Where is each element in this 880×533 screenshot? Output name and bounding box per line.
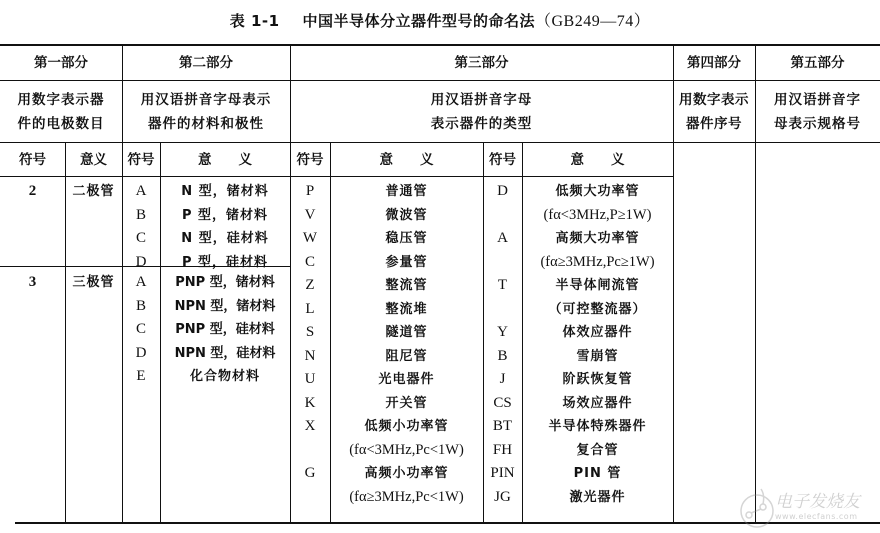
table-cell: 低频大功率管 xyxy=(555,184,640,199)
table-cell: B xyxy=(135,297,146,314)
part2-description xyxy=(122,81,290,142)
table-cell: （可控整流器） xyxy=(548,301,647,317)
table-cell: N 型，锗材料 xyxy=(181,184,269,199)
part3-right-meanings xyxy=(522,180,673,509)
table-cell: BT xyxy=(492,418,513,434)
table-cell: 阻尼管 xyxy=(385,348,428,364)
part1-symbol-triode xyxy=(0,271,65,295)
table-cell: 激光器件 xyxy=(569,489,626,505)
table-standard: （GB249—74） xyxy=(535,13,651,30)
table-cell: 化合物材料 xyxy=(189,369,260,384)
table-cell: J xyxy=(499,371,506,387)
table-cell: 稳压管 xyxy=(385,231,428,246)
table-cell: A xyxy=(497,230,508,246)
table-cell: 开关管 xyxy=(385,395,428,411)
part2-triode-meanings xyxy=(160,271,290,389)
table-cell: PIN xyxy=(490,465,515,481)
watermark-logo-icon xyxy=(735,485,775,529)
table-cell: 高频大功率管 xyxy=(555,231,640,246)
table-cell: NPN 型，锗材料 xyxy=(174,298,276,314)
part4-header: 第四部分 xyxy=(687,54,741,71)
table-cell: T xyxy=(497,277,508,293)
watermark-text: 电子发烧友 xyxy=(775,492,860,512)
part1-desc-line2: 件的电极数目 xyxy=(17,115,105,132)
table-cell: 隧道管 xyxy=(385,325,428,340)
table-cell: B xyxy=(497,347,508,364)
table-label: 表 1-1 xyxy=(229,12,280,30)
table-cell: S xyxy=(305,324,315,340)
table-cell: 高频小功率管 xyxy=(364,466,449,481)
part3-right-symbols xyxy=(483,180,522,509)
part3-description xyxy=(290,81,673,142)
table-cell: G xyxy=(304,465,316,481)
part3-desc-line1: 用汉语拼音字母 xyxy=(430,91,533,108)
part2-diode-symbols xyxy=(122,180,160,274)
part1-symbol: 3 xyxy=(28,274,37,290)
table-cell: 低频小功率管 xyxy=(364,419,449,434)
table-cell: 半导体特殊器件 xyxy=(548,419,647,434)
part2-diode-meanings xyxy=(160,180,290,274)
table-cell: V xyxy=(304,206,316,223)
table-cell: JG xyxy=(494,488,511,505)
part1-meaning-triode xyxy=(65,271,122,295)
table-cell: Y xyxy=(497,324,508,340)
table-cell: U xyxy=(304,371,316,387)
part5-desc-line1: 用汉语拼音字 xyxy=(774,91,861,108)
table-cell: X xyxy=(304,418,316,434)
table-cell: K xyxy=(304,394,316,411)
table-cell: D xyxy=(135,253,147,270)
part1-header: 第一部分 xyxy=(34,54,88,71)
part3-right-meaning-header: 意 义 xyxy=(570,151,625,168)
table-cell: 半导体闸流管 xyxy=(555,278,640,293)
table-cell: FH xyxy=(492,441,513,458)
table-cell: P 型，锗材料 xyxy=(181,207,269,223)
part1-meaning-diode xyxy=(65,180,122,204)
table-cell: PNP 型，锗材料 xyxy=(175,275,275,290)
part4-description xyxy=(673,81,755,142)
table-cell: 微波管 xyxy=(385,207,428,223)
table-cell: PIN 管 xyxy=(573,466,622,481)
part1-meaning-header: 意义 xyxy=(80,151,107,168)
table-title-text: 中国半导体分立器件型号的命名法 xyxy=(302,12,535,30)
part1-meaning: 三极管 xyxy=(72,275,115,290)
part2-symbol-header: 符号 xyxy=(127,151,155,168)
row-divider xyxy=(0,176,673,177)
table-cell: E xyxy=(136,368,146,384)
table-cell: C xyxy=(135,230,146,246)
part1-meaning: 二极管 xyxy=(72,184,115,199)
table-cell: 整流管 xyxy=(385,278,428,293)
part1-symbol: 2 xyxy=(28,183,37,199)
part1-symbol-header: 符号 xyxy=(19,151,46,168)
table-cell: (fα<3MHz,P≥1W) xyxy=(543,206,652,223)
table-cell: PNP 型，硅材料 xyxy=(175,322,275,337)
table-cell: D xyxy=(497,183,508,199)
table-cell: CS xyxy=(493,394,512,411)
part3-left-symbol-header: 符号 xyxy=(296,151,324,168)
part3-desc-line2: 表示器件的类型 xyxy=(430,115,533,132)
part3-left-symbols xyxy=(290,180,330,509)
part1-symbol-diode xyxy=(0,180,65,204)
table-cell: C xyxy=(304,253,315,270)
table-cell: B xyxy=(135,206,146,223)
table-cell: (fα<3MHz,Pc<1W) xyxy=(349,441,464,458)
part2-desc-line1: 用汉语拼音字母表示 xyxy=(140,91,272,108)
part2-triode-symbols xyxy=(122,271,160,389)
table-cell: L xyxy=(305,300,315,317)
table-cell: (fα≥3MHz,Pc<1W) xyxy=(349,488,464,505)
watermark-url: www.elecfans.com xyxy=(775,512,858,521)
part3-right-symbol-header: 符号 xyxy=(489,151,516,168)
part2-header: 第二部分 xyxy=(179,54,233,71)
part3-left-meanings xyxy=(330,180,483,509)
part4-desc-line2: 器件序号 xyxy=(686,115,742,132)
table-cell: 光电器件 xyxy=(378,372,435,387)
table-cell: P xyxy=(305,183,315,199)
table-cell: Z xyxy=(305,277,315,293)
table-cell: 普通管 xyxy=(385,184,428,199)
part5-desc-line2: 母表示规格号 xyxy=(774,115,861,132)
table-cell: 参量管 xyxy=(385,254,428,270)
part3-left-meaning-header: 意 义 xyxy=(379,151,434,168)
table-cell: D xyxy=(135,344,147,361)
table-cell: 场效应器件 xyxy=(562,395,633,411)
table-cell: 雪崩管 xyxy=(576,348,619,364)
table-cell: N 型，硅材料 xyxy=(181,231,269,246)
table-cell: (fα≥3MHz,Pc≥1W) xyxy=(540,253,655,270)
table-cell: A xyxy=(135,274,147,290)
part3-header: 第三部分 xyxy=(454,54,509,71)
table-cell: NPN 型，硅材料 xyxy=(174,345,276,361)
part2-desc-line2: 器件的材料和极性 xyxy=(148,115,264,132)
table-cell: N xyxy=(304,347,316,364)
table-cell: C xyxy=(135,321,146,337)
part4-desc-line1: 用数字表示 xyxy=(679,91,749,108)
watermark xyxy=(735,485,875,533)
table-cell: 体效应器件 xyxy=(562,325,633,340)
part2-meaning-header: 意 义 xyxy=(198,151,252,168)
table-cell: 整流堆 xyxy=(385,301,428,317)
table-cell: A xyxy=(135,183,147,199)
table-cell: W xyxy=(302,230,318,246)
table-cell: P 型，硅材料 xyxy=(181,254,269,270)
part1-description xyxy=(0,81,122,142)
part5-description xyxy=(755,81,880,142)
table-cell: 复合管 xyxy=(576,442,619,458)
part1-desc-line1: 用数字表示器 xyxy=(17,91,105,108)
table-cell: 阶跃恢复管 xyxy=(562,372,633,387)
part5-header: 第五部分 xyxy=(790,54,845,71)
